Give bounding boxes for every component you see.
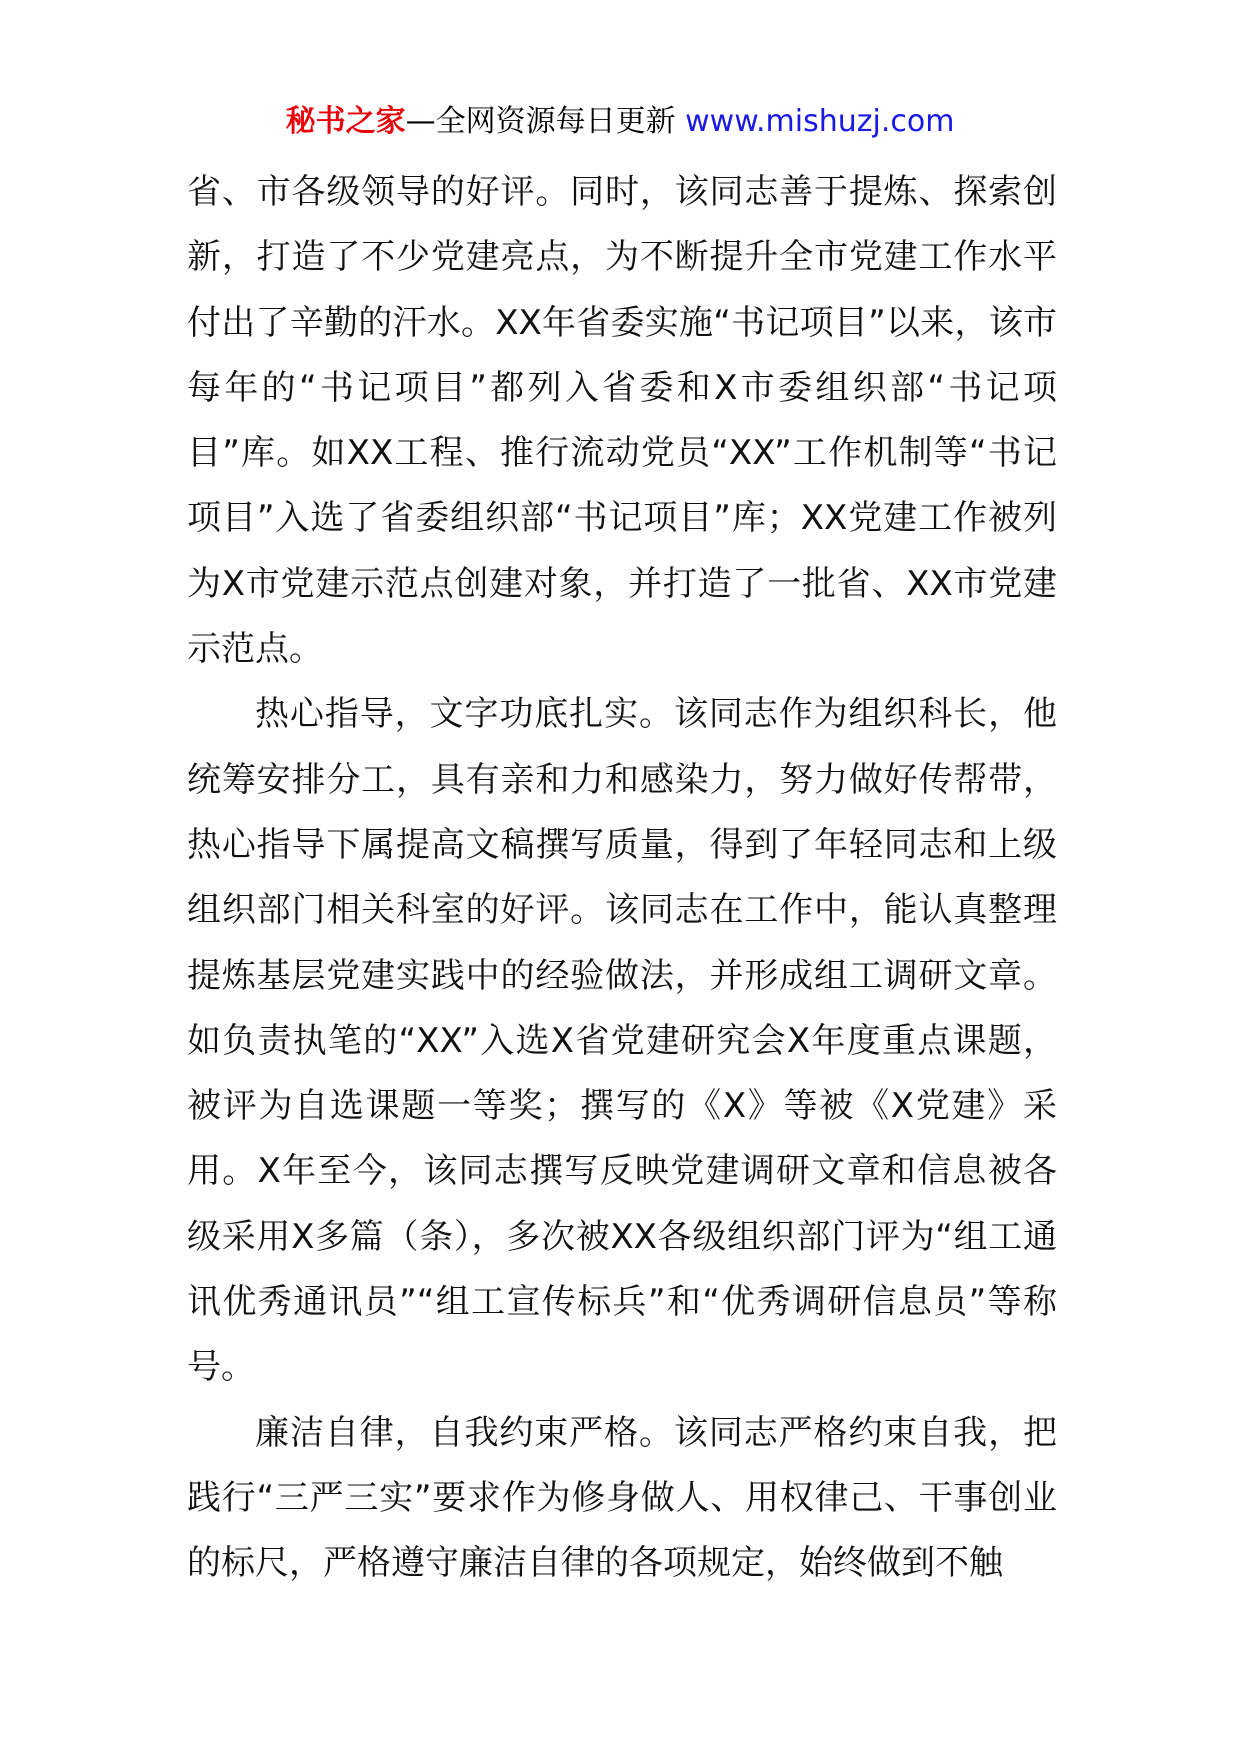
paragraph-integrity: 廉洁自律，自我约束严格。该同志严格约束自我，把践行“三严三实”要求作为修身做人、用权律己、干事创业的标尺，严格遵守廉洁自律的各项规定，始终做到不触 <box>187 1412 1057 1584</box>
header-tagline: —全网资源每日更新 <box>405 104 686 139</box>
brand-name: 秘书之家 <box>285 104 406 139</box>
paragraph-guidance: 热心指导，文字功底扎实。该同志作为组织科长，他统筹安排分工，具有亲和力和感染力，努力做好传帮带，热心指导下属提高文稿撰写质量，得到了年轻同志和上级组织部门相关科室的好评。该同志在工作中，能认真整理提炼基层党建实践中的经验做法，并形成组工调研文章。如负责执笔的“XX”入选X省党建研究会X年度重点课题，被评为自选课题一等奖；撰写的《X》等被《X党建》采用。X年至今，该同志撰写反映党建调研文章和信息被各级采用X多篇（条），多次被XX各级组织部门评为“组工通讯优秀通讯员”“组工宣传标兵”和“优秀调研信息员”等称号。 <box>187 694 1057 1388</box>
document-body <box>187 160 1057 1597</box>
site-url[interactable]: www.mishuzj.com <box>685 104 955 139</box>
site-header <box>0 100 1240 144</box>
paragraph-continuation: 省、市各级领导的好评。同时，该同志善于提炼、探索创新，打造了不少党建亮点，为不断提升全市党建工作水平付出了辛勤的汗水。XX年省委实施“书记项目”以来，该市每年的“书记项目”都列入省委和X市委组织部“书记项目”库。如XX工程、推行流动党员“XX”工作机制等“书记项目”入选了省委组织部“书记项目”库；XX党建工作被列为X市党建示范点创建对象，并打造了一批省、XX市党建示范点。 <box>187 172 1057 670</box>
